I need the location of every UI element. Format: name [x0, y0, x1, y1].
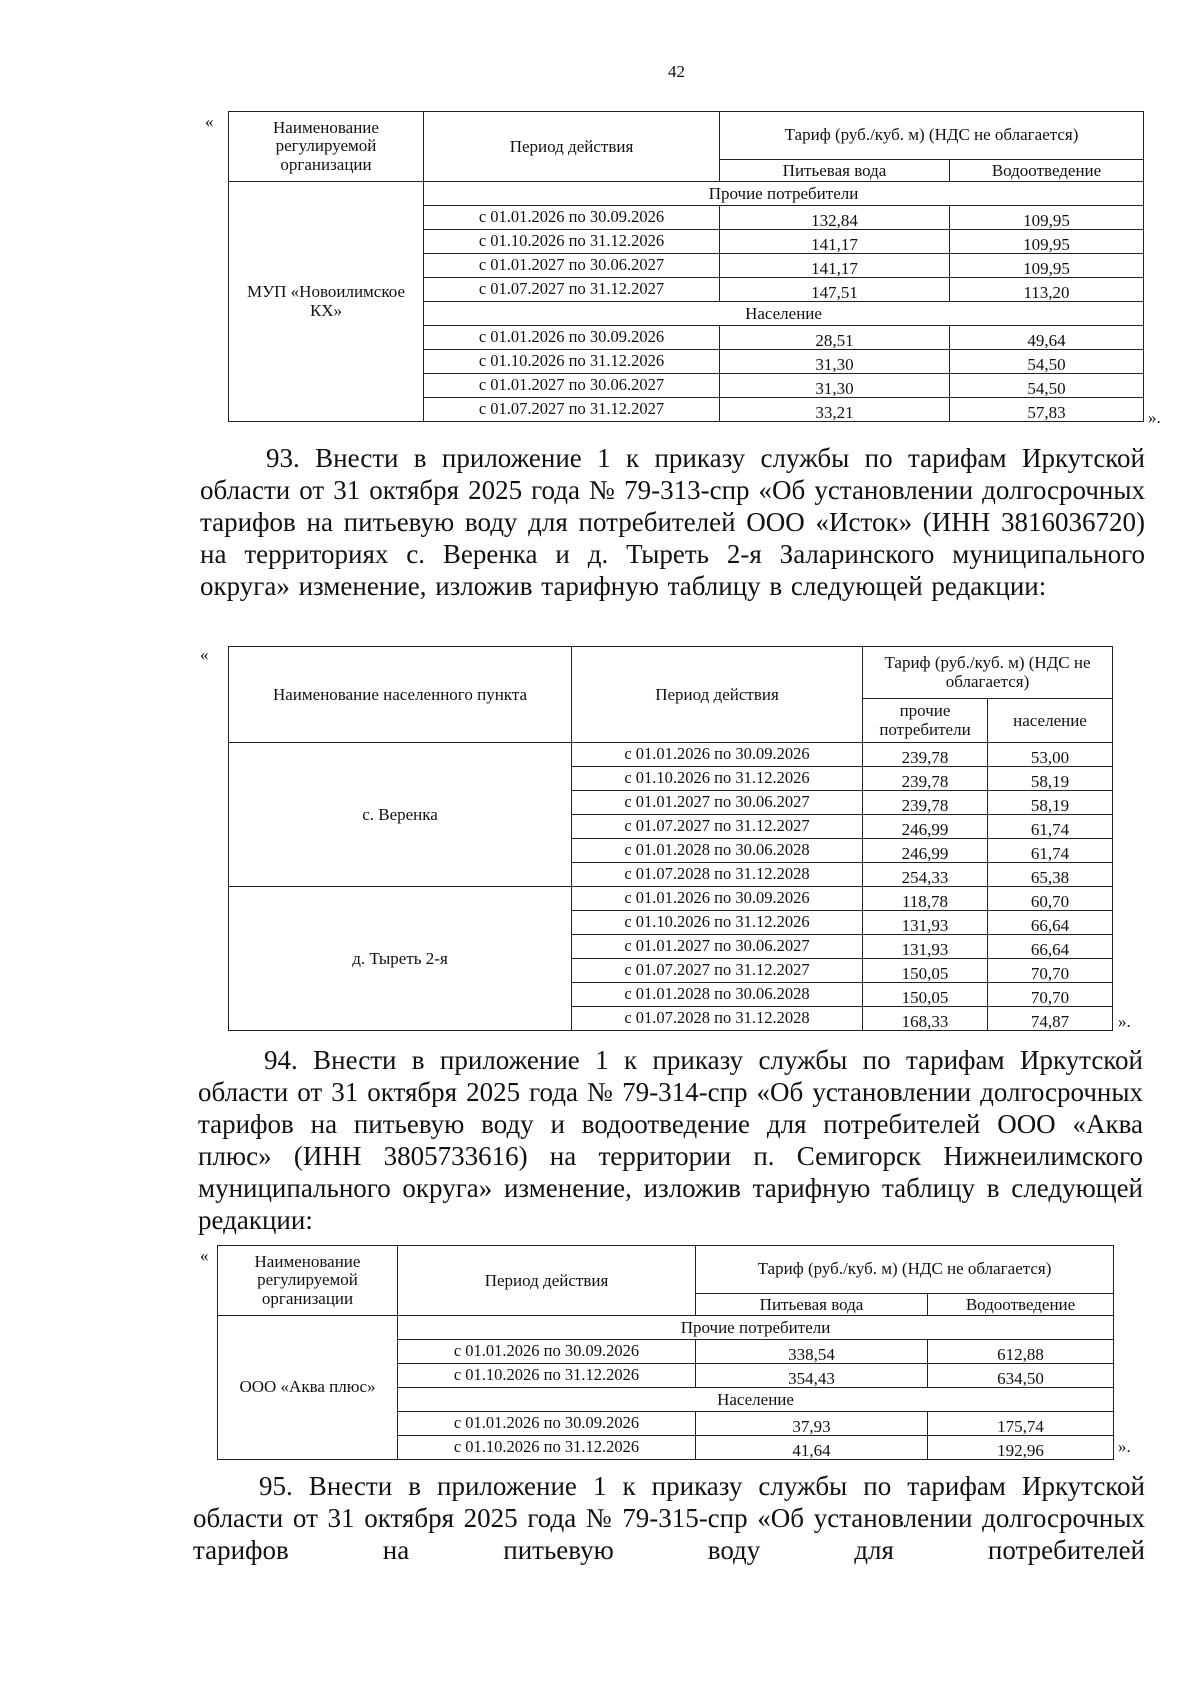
row-value-2: 57,83 [950, 398, 1144, 422]
section-title: Население [424, 302, 1144, 326]
row-period: с 01.01.2026 по 30.09.2026 [572, 743, 863, 767]
row-value-1: 33,21 [720, 398, 950, 422]
header-drinking-water: Питьевая вода [696, 1294, 928, 1316]
organization-name: МУП «Новоилимское КХ» [229, 182, 424, 422]
quote-open-2: « [200, 645, 209, 664]
row-value-2: 66,64 [988, 911, 1113, 935]
tariff-table-3 [217, 1245, 1114, 1460]
organization-name: ООО «Аква плюс» [218, 1316, 398, 1460]
row-period: с 01.07.2028 по 31.12.2028 [572, 1007, 863, 1031]
row-period: с 01.01.2027 по 30.06.2027 [572, 935, 863, 959]
quote-close-1: ». [1148, 408, 1161, 427]
settlement-name: с. Веренка [229, 743, 572, 887]
row-value-1: 118,78 [863, 887, 988, 911]
row-value-2: 70,70 [988, 983, 1113, 1007]
row-value-1: 246,99 [863, 815, 988, 839]
row-value-1: 132,84 [720, 206, 950, 230]
row-value-1: 239,78 [863, 791, 988, 815]
quote-close-3: ». [1118, 1437, 1131, 1456]
row-value-1: 41,64 [696, 1436, 928, 1460]
header-other-consumers: прочие потребители [863, 699, 988, 743]
row-period: с 01.01.2026 по 30.09.2026 [398, 1340, 696, 1364]
row-value-1: 141,17 [720, 230, 950, 254]
row-value-1: 37,93 [696, 1412, 928, 1436]
row-value-1: 147,51 [720, 278, 950, 302]
row-value-2: 61,74 [988, 839, 1113, 863]
header-organization: Наименование регулируемой организации [218, 1246, 398, 1316]
row-value-1: 141,17 [720, 254, 950, 278]
paragraph-94: 94. Внести в приложение 1 к приказу службы по тарифам Иркутской области от 31 октября 2025 года № 79-314-спр «Об установлении долгосрочных тарифов на питьевую воду и водоотведение для потребителей ООО «Аква плюс» (ИНН 3805733616) на территории п. Семигорск Нижнеилимского муниципального округа» изменение, изложив тарифную таблицу в следующей редакции: [198, 1045, 1143, 1235]
row-value-2: 49,64 [950, 326, 1144, 350]
row-period: с 01.01.2027 по 30.06.2027 [424, 254, 720, 278]
header-period: Период действия [398, 1246, 696, 1316]
header-organization: Наименование регулируемой организации [229, 112, 424, 182]
row-period: с 01.01.2028 по 30.06.2028 [572, 983, 863, 1007]
row-value-2: 109,95 [950, 230, 1144, 254]
row-value-1: 239,78 [863, 743, 988, 767]
row-value-1: 354,43 [696, 1364, 928, 1388]
row-value-1: 254,33 [863, 863, 988, 887]
row-value-2: 109,95 [950, 254, 1144, 278]
row-value-2: 65,38 [988, 863, 1113, 887]
row-value-2: 53,00 [988, 743, 1113, 767]
row-value-1: 338,54 [696, 1340, 928, 1364]
quote-close-2: ». [1118, 1012, 1131, 1031]
row-period: с 01.10.2026 по 31.12.2026 [424, 350, 720, 374]
header-tariff: Тариф (руб./куб. м) (НДС не облагается) [696, 1246, 1114, 1294]
row-period: с 01.01.2026 по 30.09.2026 [424, 206, 720, 230]
header-tariff: Тариф (руб./куб. м) (НДС не облагается) [863, 647, 1113, 699]
header-wastewater: Водоотведение [950, 160, 1144, 182]
row-period: с 01.07.2027 по 31.12.2027 [424, 398, 720, 422]
section-title: Прочие потребители [398, 1316, 1114, 1340]
row-value-2: 113,20 [950, 278, 1144, 302]
row-value-2: 54,50 [950, 374, 1144, 398]
paragraph-93: 93. Внести в приложение 1 к приказу службы по тарифам Иркутской области от 31 октября 2025 года № 79-313-спр «Об установлении долгосрочных тарифов на питьевую воду для потребителей ООО «Исток» (ИНН 3816036720) на территориях с. Веренка и д. Тыреть 2-я Заларинского муниципального округа» изменение, изложив тарифную таблицу в следующей редакции: [200, 443, 1145, 601]
section-title: Прочие потребители [424, 182, 1144, 206]
section-title: Население [398, 1388, 1114, 1412]
row-value-1: 131,93 [863, 935, 988, 959]
row-period: с 01.01.2028 по 30.06.2028 [572, 839, 863, 863]
tariff-table-2 [228, 646, 1113, 1031]
row-period: с 01.07.2027 по 31.12.2027 [424, 278, 720, 302]
row-value-2: 109,95 [950, 206, 1144, 230]
row-value-2: 70,70 [988, 959, 1113, 983]
row-value-1: 168,33 [863, 1007, 988, 1031]
paragraph-95: 95. Внести в приложение 1 к приказу службы по тарифам Иркутской области от 31 октября 2025 года № 79-315-спр «Об установлении долгосрочных тарифов на питьевую воду для потребителей [193, 1471, 1145, 1565]
row-value-2: 175,74 [928, 1412, 1114, 1436]
row-period: с 01.10.2026 по 31.12.2026 [572, 767, 863, 791]
row-value-2: 634,50 [928, 1364, 1114, 1388]
row-value-2: 612,88 [928, 1340, 1114, 1364]
row-period: с 01.07.2027 по 31.12.2027 [572, 815, 863, 839]
row-value-2: 66,64 [988, 935, 1113, 959]
row-value-2: 58,19 [988, 791, 1113, 815]
row-period: с 01.01.2026 по 30.09.2026 [398, 1412, 696, 1436]
row-value-2: 61,74 [988, 815, 1113, 839]
header-period: Период действия [424, 112, 720, 182]
row-value-1: 28,51 [720, 326, 950, 350]
row-period: с 01.01.2027 по 30.06.2027 [572, 791, 863, 815]
settlement-name: д. Тыреть 2-я [229, 887, 572, 1031]
row-period: с 01.10.2026 по 31.12.2026 [398, 1364, 696, 1388]
header-wastewater: Водоотведение [928, 1294, 1114, 1316]
header-drinking-water: Питьевая вода [720, 160, 950, 182]
row-value-1: 31,30 [720, 350, 950, 374]
row-period: с 01.07.2027 по 31.12.2027 [572, 959, 863, 983]
row-period: с 01.10.2026 по 31.12.2026 [398, 1436, 696, 1460]
row-period: с 01.10.2026 по 31.12.2026 [424, 230, 720, 254]
row-value-1: 239,78 [863, 767, 988, 791]
row-value-2: 192,96 [928, 1436, 1114, 1460]
row-period: с 01.07.2028 по 31.12.2028 [572, 863, 863, 887]
tariff-table-1 [228, 111, 1144, 422]
row-period: с 01.01.2026 по 30.09.2026 [424, 326, 720, 350]
page-number: 42 [668, 62, 685, 81]
header-settlement: Наименование населенного пункта [229, 647, 572, 743]
header-period: Период действия [572, 647, 863, 743]
row-value-1: 246,99 [863, 839, 988, 863]
row-value-1: 31,30 [720, 374, 950, 398]
row-value-2: 58,19 [988, 767, 1113, 791]
quote-open-3: « [200, 1246, 209, 1265]
row-period: с 01.01.2026 по 30.09.2026 [572, 887, 863, 911]
row-value-2: 60,70 [988, 887, 1113, 911]
row-value-1: 131,93 [863, 911, 988, 935]
row-value-2: 74,87 [988, 1007, 1113, 1031]
row-period: с 01.10.2026 по 31.12.2026 [572, 911, 863, 935]
header-population: население [988, 699, 1113, 743]
row-value-2: 54,50 [950, 350, 1144, 374]
quote-open-1: « [205, 112, 214, 131]
row-value-1: 150,05 [863, 959, 988, 983]
row-value-1: 150,05 [863, 983, 988, 1007]
row-period: с 01.01.2027 по 30.06.2027 [424, 374, 720, 398]
header-tariff: Тариф (руб./куб. м) (НДС не облагается) [720, 112, 1144, 160]
